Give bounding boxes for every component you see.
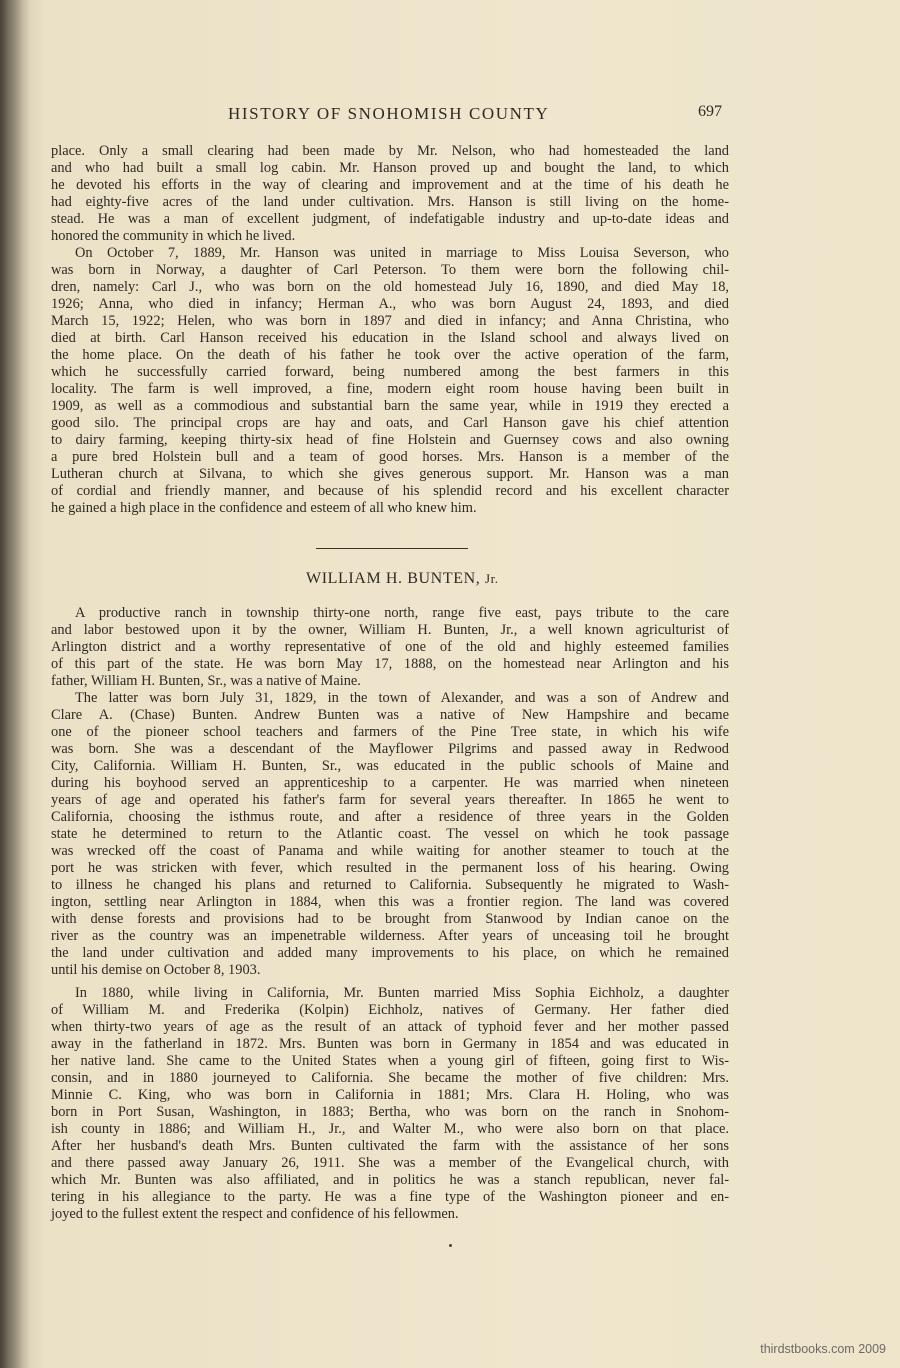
text-line: years of age and operated his father's farm for several years thereafter. In 1865 he went to bbox=[51, 792, 729, 808]
text-line: one of the pioneer school teachers and farmers of the Pine Tree state, in which his wife bbox=[51, 724, 729, 740]
text-line: A productive ranch in township thirty-one north, range five east, pays tribute to the care bbox=[75, 605, 729, 621]
page-number: 697 bbox=[698, 103, 722, 120]
text-line: was wrecked off the coast of Panama and while waiting for another steamer to touch at the bbox=[51, 843, 729, 859]
text-line: with dense forests and provisions had to be brought from Stanwood by Indian canoe on the bbox=[51, 911, 729, 927]
text-line: until his demise on October 8, 1903. bbox=[51, 962, 261, 978]
text-line: was born. She was a descendant of the Mayflower Pilgrims and passed away in Redwood bbox=[51, 741, 729, 757]
text-line: father, William H. Bunten, Sr., was a native of Maine. bbox=[51, 673, 361, 689]
heading-suffix: Jr. bbox=[484, 571, 499, 586]
text-line: On October 7, 1889, Mr. Hanson was united in marriage to Miss Louisa Severson, who bbox=[75, 245, 729, 261]
text-line: born in Port Susan, Washington, in 1883; Bertha, who was born on the ranch in Snohom- bbox=[51, 1104, 729, 1120]
text-line: port he was stricken with fever, which resulted in the permanent loss of his hearing. Owing bbox=[51, 860, 729, 876]
text-line: tering in his allegiance to the party. He was a fine type of the Washington pioneer and en- bbox=[51, 1189, 729, 1205]
binding-shadow bbox=[0, 0, 30, 1368]
text-line: which Mr. Bunten was also affiliated, and in politics he was a stanch republican, never fal- bbox=[51, 1172, 729, 1188]
text-line: March 15, 1922; Helen, who was born in 1897 and died in infancy; and Anna Christina, who bbox=[51, 313, 729, 329]
text-line: good silo. The principal crops are hay and oats, and Carl Hanson gave his chief attention bbox=[51, 415, 729, 431]
text-line: and there passed away January 26, 1911. She was a member of the Evangelical church, with bbox=[51, 1155, 729, 1171]
text-line: place. Only a small clearing had been made by Mr. Nelson, who had homesteaded the land bbox=[51, 143, 729, 159]
text-line: was born in Norway, a daughter of Carl Peterson. To them were born the following chil- bbox=[51, 262, 729, 278]
text-line: stead. He was a man of excellent judgment, of indefatigable industry and up-to-date ideas and bbox=[51, 211, 729, 227]
text-line: of this part of the state. He was born May 17, 1888, on the homestead near Arlington and his bbox=[51, 656, 729, 672]
text-line: during his boyhood served an apprenticeship to a carpenter. He was married when nineteen bbox=[51, 775, 729, 791]
text-line: a pure bred Holstein bull and a team of good horses. Mrs. Hanson is a member of the bbox=[51, 449, 729, 465]
text-line: dren, namely: Carl J., who was born on the old homestead July 16, 1890, and died May 18, bbox=[51, 279, 729, 295]
text-line: he gained a high place in the confidence and esteem of all who knew him. bbox=[51, 500, 477, 516]
text-line: Arlington district and a worthy representative of one of the old and highly esteemed families bbox=[51, 639, 729, 655]
section-heading bbox=[306, 570, 499, 588]
text-line: 1926; Anna, who died in infancy; Herman A., who was born August 24, 1893, and died bbox=[51, 296, 729, 312]
text-line: joyed to the fullest extent the respect and confidence of his fellowmen. bbox=[51, 1206, 459, 1222]
text-line: California, choosing the isthmus route, and after a residence of three years in the Golden bbox=[51, 809, 729, 825]
section-divider bbox=[316, 548, 468, 549]
text-line: to illness he changed his plans and returned to California. Subsequently he migrated to Wash- bbox=[51, 877, 729, 893]
text-line: when thirty-two years of age as the result of an attack of typhoid fever and her mother passed bbox=[51, 1019, 729, 1035]
text-line: locality. The farm is well improved, a fine, modern eight room house having been built in bbox=[51, 381, 729, 397]
text-line: the home place. On the death of his father he took over the active operation of the farm, bbox=[51, 347, 729, 363]
text-line: river as the country was an impenetrable wilderness. After years of unceasing toil he brought bbox=[51, 928, 729, 944]
text-line: he devoted his efforts in the way of clearing and improvement and at the time of his death he bbox=[51, 177, 729, 193]
text-line: Lutheran church at Silvana, to which she gives generous support. Mr. Hanson was a man bbox=[51, 466, 729, 482]
print-speck bbox=[449, 1244, 452, 1247]
text-line: had eighty-five acres of the land under cultivation. Mrs. Hanson is still living on the home- bbox=[51, 194, 729, 210]
text-line: of William M. and Frederika (Kolpin) Eichholz, natives of Germany. Her father died bbox=[51, 1002, 729, 1018]
text-line: After her husband's death Mrs. Bunten cultivated the farm with the assistance of her sons bbox=[51, 1138, 729, 1154]
text-line: and labor bestowed upon it by the owner, William H. Bunten, Jr., a well known agriculturist of bbox=[51, 622, 729, 638]
text-line: ington, settling near Arlington in 1884, when this was a frontier region. The land was covered bbox=[51, 894, 729, 910]
text-line: 1909, as well as a commodious and substantial barn the same year, while in 1919 they erected a bbox=[51, 398, 729, 414]
text-line: ish county in 1886; and William H., Jr., and Walter M., who were also born on that place. bbox=[51, 1121, 729, 1137]
text-line: state he determined to return to the Atlantic coast. The vessel on which he took passage bbox=[51, 826, 729, 842]
text-line: Clare A. (Chase) Bunten. Andrew Bunten was a native of New Hampshire and became bbox=[51, 707, 729, 723]
text-line: died at birth. Carl Hanson received his education in the Island school and always lived on bbox=[51, 330, 729, 346]
text-line: to dairy farming, keeping thirty-six head of fine Holstein and Guernsey cows and also owning bbox=[51, 432, 729, 448]
text-line: the land under cultivation and added many improvements to his place, on which he remained bbox=[51, 945, 729, 961]
text-line: City, California. William H. Bunten, Sr., was educated in the public schools of Maine and bbox=[51, 758, 729, 774]
watermark: thirdstbooks.com 2009 bbox=[760, 1342, 886, 1356]
text-line: her native land. She came to the United States when a young girl of fifteen, going first to Wis- bbox=[51, 1053, 729, 1069]
text-line: consin, and in 1880 journeyed to California. She became the mother of five children: Mrs. bbox=[51, 1070, 729, 1086]
text-line: Minnie C. King, who was born in California in 1881; Mrs. Clara H. Holing, who was bbox=[51, 1087, 729, 1103]
text-line: which he successfully carried forward, being numbered among the best farmers in this bbox=[51, 364, 729, 380]
heading-name: WILLIAM H. BUNTEN, bbox=[306, 570, 485, 587]
text-line: of cordial and friendly manner, and because of his splendid record and his excellent character bbox=[51, 483, 729, 499]
text-line: In 1880, while living in California, Mr. Bunten married Miss Sophia Eichholz, a daughter bbox=[75, 985, 729, 1001]
running-title: HISTORY OF SNOHOMISH COUNTY bbox=[228, 104, 550, 123]
text-line: The latter was born July 31, 1829, in the town of Alexander, and was a son of Andrew and bbox=[75, 690, 729, 706]
text-line: away in the fatherland in 1872. Mrs. Bunten was born in Germany in 1854 and was educated in bbox=[51, 1036, 729, 1052]
text-line: and who had built a small log cabin. Mr. Hanson proved up and bought the land, to which bbox=[51, 160, 729, 176]
text-line: honored the community in which he lived. bbox=[51, 228, 296, 244]
